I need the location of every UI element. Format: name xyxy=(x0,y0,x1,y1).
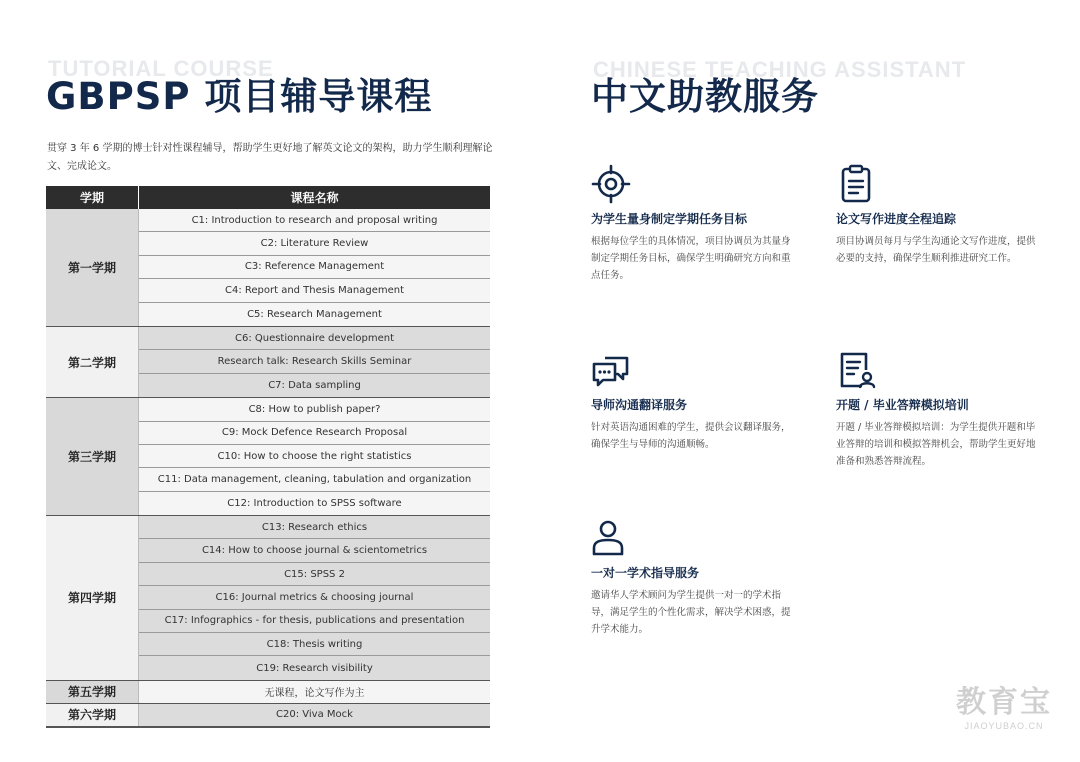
course-list xyxy=(139,704,490,726)
page-title-left: GBPSP 项目辅导课程 xyxy=(46,75,433,118)
ghost-title-left: TUTORIAL COURSE xyxy=(48,56,274,81)
course-cell: C8: How to publish paper? xyxy=(139,398,490,421)
course-intro: 贯穿 3 年 6 学期的博士针对性课程辅导，帮助学生更好地了解英文论文的架构，助力学生顺利理解论文、完成论文。 xyxy=(47,143,493,172)
term-name: 第五学期 xyxy=(46,681,139,703)
term-row xyxy=(46,398,490,516)
term-row xyxy=(46,681,490,704)
term-name: 第四学期 xyxy=(46,516,139,680)
course-cell: C11: Data management, cleaning, tabulation and organization xyxy=(139,468,490,491)
term-name: 第二学期 xyxy=(46,327,139,397)
target-icon xyxy=(591,164,631,204)
term-name: 第六学期 xyxy=(46,704,139,726)
page-title-right: 中文助教服务 xyxy=(591,75,819,118)
watermark-en: JIAOYUBAO.CN xyxy=(964,721,1044,731)
service-desc: 邀请华人学术顾问为学生提供一对一的学术指导，满足学生的个性化需求，解决学术困惑，提升学术能力。 xyxy=(591,590,791,635)
course-cell: Research talk: Research Skills Seminar xyxy=(139,350,490,373)
course-cell: C20: Viva Mock xyxy=(139,704,490,726)
service-desc: 开题 / 毕业答辩模拟培训：为学生提供开题和毕业答辩的培训和模拟答辩机会，帮助学生更好地准备和熟悉答辩流程。 xyxy=(836,422,1036,467)
service-title: 开题 / 毕业答辩模拟培训 xyxy=(836,398,969,412)
course-cell: C4: Report and Thesis Management xyxy=(139,279,490,302)
term-row xyxy=(46,327,490,398)
course-cell: C13: Research ethics xyxy=(139,516,490,539)
course-cell: C5: Research Management xyxy=(139,303,490,326)
course-cell: C19: Research visibility xyxy=(139,656,490,679)
term-name: 第一学期 xyxy=(46,209,139,326)
course-cell: C18: Thesis writing xyxy=(139,633,490,656)
course-cell: C6: Questionnaire development xyxy=(139,327,490,350)
course-list xyxy=(139,209,490,326)
service-one-on-one xyxy=(591,518,799,638)
course-list xyxy=(139,516,490,680)
course-list xyxy=(139,398,490,515)
course-cell: C3: Reference Management xyxy=(139,256,490,279)
service-defense-training xyxy=(836,350,1044,470)
course-cell: C10: How to choose the right statistics xyxy=(139,445,490,468)
course-cell: C7: Data sampling xyxy=(139,374,490,397)
course-list xyxy=(139,327,490,397)
course-cell: C9: Mock Defence Research Proposal xyxy=(139,422,490,445)
course-list xyxy=(139,681,490,703)
table-header xyxy=(46,186,490,209)
course-cell: 无课程，论文写作为主 xyxy=(139,681,490,703)
service-progress-tracking xyxy=(836,164,1044,267)
service-title: 一对一学术指导服务 xyxy=(591,566,700,580)
course-cell: C14: How to choose journal & scientometrics xyxy=(139,539,490,562)
chat-bubbles-icon xyxy=(591,350,631,390)
service-title: 导师沟通翻译服务 xyxy=(591,398,688,412)
document-user-icon xyxy=(836,350,876,390)
clipboard-icon xyxy=(836,164,876,204)
term-row xyxy=(46,704,490,728)
course-cell: C12: Introduction to SPSS software xyxy=(139,492,490,515)
term-row xyxy=(46,209,490,327)
service-title: 为学生量身制定学期任务目标 xyxy=(591,212,748,226)
service-desc: 项目协调员每月与学生沟通论文写作进度，提供必要的支持，确保学生顺利推进研究工作。 xyxy=(836,236,1036,264)
term-row xyxy=(46,516,490,681)
course-table xyxy=(46,186,490,728)
term-name: 第三学期 xyxy=(46,398,139,515)
service-semester-goals xyxy=(591,164,799,284)
header-course: 课程名称 xyxy=(290,191,339,205)
header-term: 学期 xyxy=(46,186,139,209)
course-cell: C1: Introduction to research and proposal writing xyxy=(139,209,490,232)
course-cell: C2: Literature Review xyxy=(139,232,490,255)
ghost-title-right: CHINESE TEACHING ASSISTANT xyxy=(593,57,967,82)
service-translation xyxy=(591,350,799,453)
person-icon xyxy=(591,518,631,558)
watermark-logo xyxy=(948,686,1060,732)
course-cell: C15: SPSS 2 xyxy=(139,563,490,586)
table-body xyxy=(46,209,490,728)
service-title: 论文写作进度全程追踪 xyxy=(836,212,957,226)
watermark-cn: 教育宝 xyxy=(956,685,1052,720)
service-desc: 根据每位学生的具体情况，项目协调员为其量身制定学期任务目标，确保学生明确研究方向和重点任务。 xyxy=(591,236,791,281)
course-cell: C16: Journal metrics & choosing journal xyxy=(139,586,490,609)
service-desc: 针对英语沟通困难的学生，提供会议翻译服务，确保学生与导师的沟通顺畅。 xyxy=(591,422,791,450)
course-cell: C17: Infographics - for thesis, publications and presentation xyxy=(139,610,490,633)
